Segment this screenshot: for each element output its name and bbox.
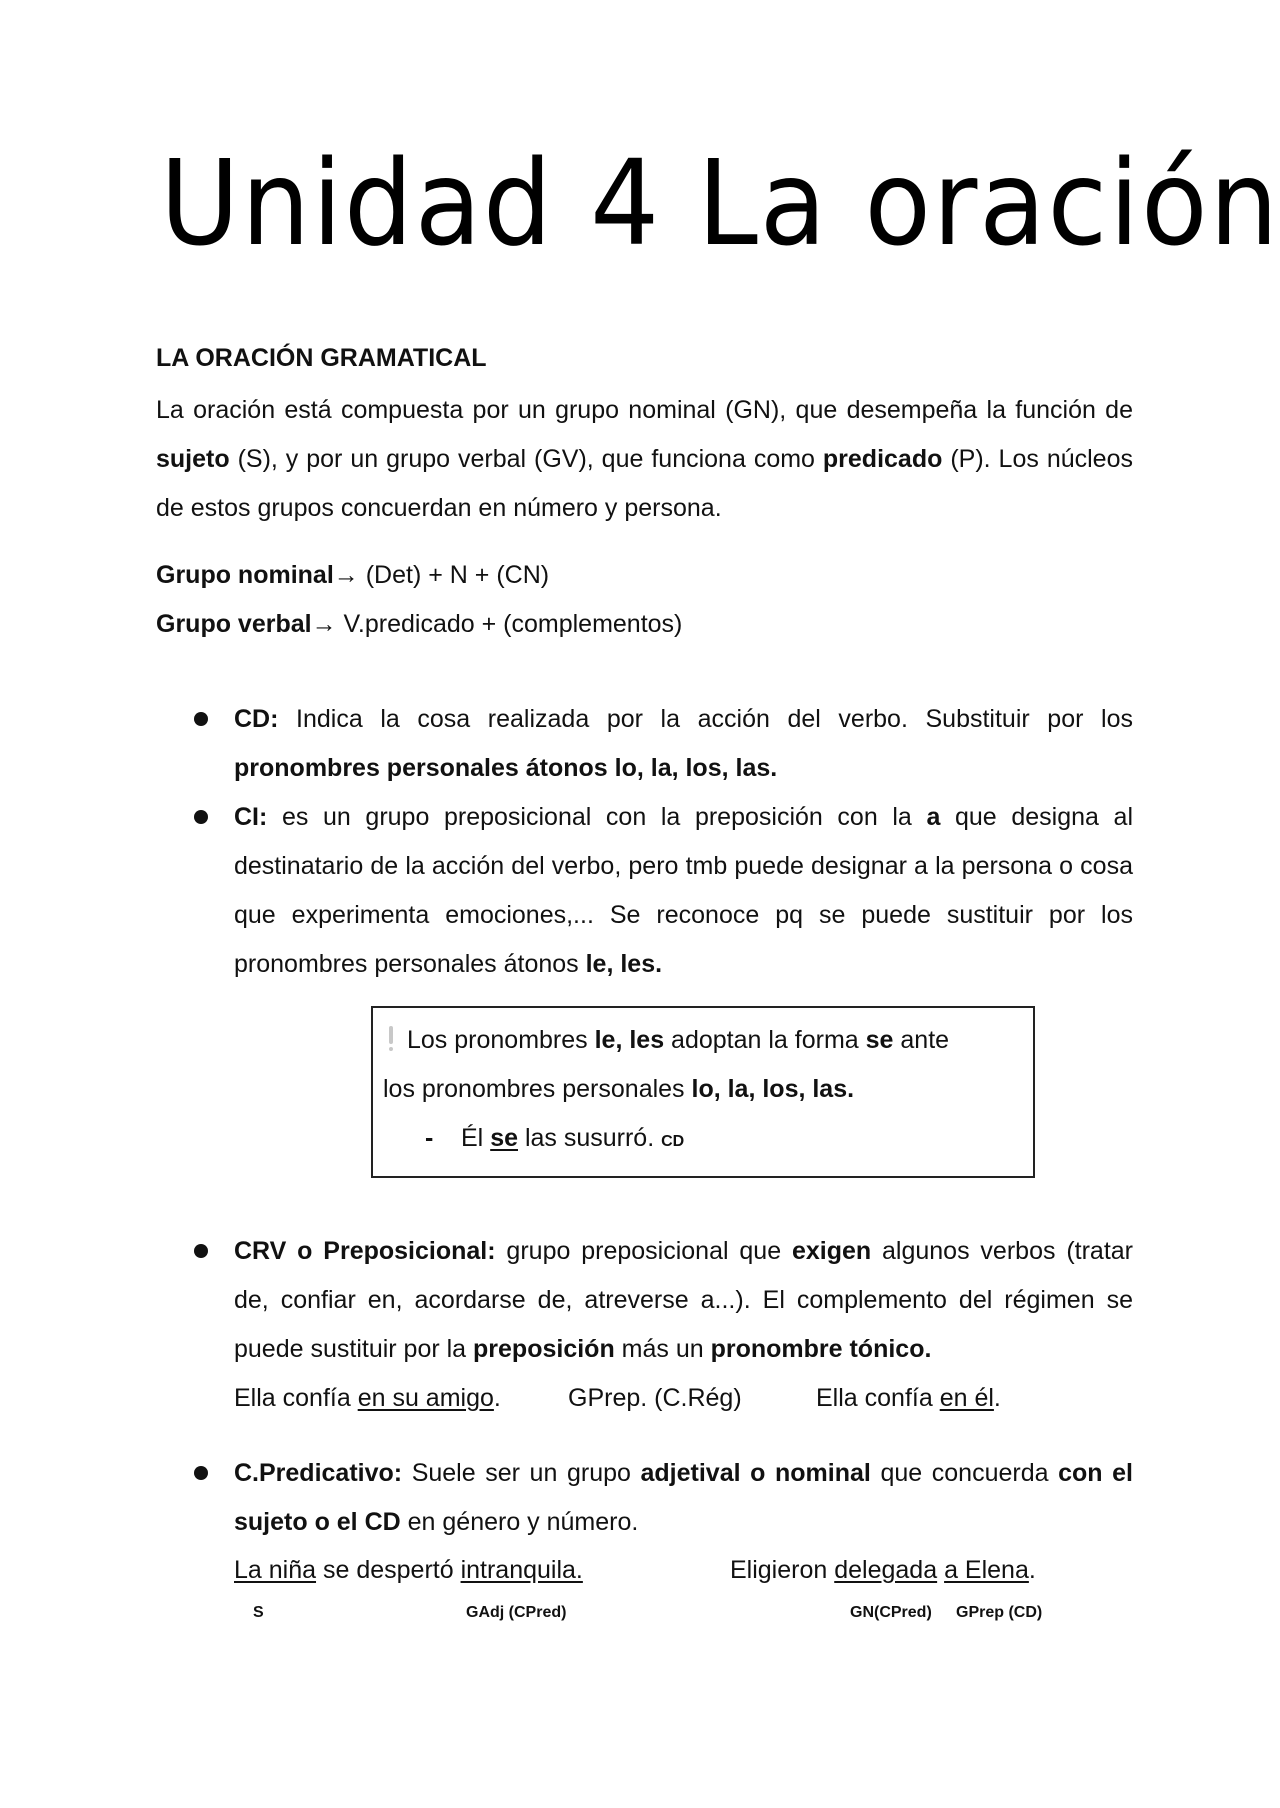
list-item-cd: CD: Indica la cosa realizada por la acción del verbo. Substituir por los pronombres personales átonos lo, la, los, las. bbox=[234, 705, 1133, 782]
formula-grupo-verbal: Grupo verbal→ V.predicado + (complementos) bbox=[156, 610, 683, 638]
formula-grupo-nominal: Grupo nominal→ (Det) + N + (CN) bbox=[156, 561, 550, 589]
section-heading: LA ORACIÓN GRAMATICAL bbox=[156, 344, 487, 372]
bullet-icon bbox=[194, 810, 208, 824]
crv-example-1: Ella confía en su amigo. bbox=[234, 1384, 501, 1412]
cpred-example-1: La niña se despertó intranquila. bbox=[234, 1556, 583, 1584]
cpred-example-2: Eligieron delegada a Elena. bbox=[730, 1556, 1036, 1584]
note-example: - Él se las susurró. CD bbox=[425, 1124, 685, 1152]
bullet-icon bbox=[194, 712, 208, 726]
annotation-gprep: GPrep (CD) bbox=[956, 1604, 1043, 1621]
annotation-s: S bbox=[253, 1604, 264, 1621]
note-line: Los pronombres le, les adoptan la forma se ante bbox=[383, 1016, 1023, 1065]
bullet-icon bbox=[194, 1244, 208, 1258]
annotation-gadj: GAdj (CPred) bbox=[466, 1604, 567, 1621]
list-item-crv: CRV o Preposicional: grupo preposicional que exigen algunos verbos (tratar de, confiar en, acordarse de, atreverse a...). El complemento del régimen se puede sustituir por la preposición más un pronombre tónico. bbox=[234, 1237, 1133, 1363]
note-box bbox=[371, 1006, 1035, 1178]
list-item-cpred: C.Predicativo: Suele ser un grupo adjetival o nominal que concuerda con el sujeto o el CD en género y número. bbox=[234, 1459, 1133, 1536]
bullet-icon bbox=[194, 1466, 208, 1480]
list-item-ci: CI: es un grupo preposicional con la preposición con la a que designa al destinatario de la acción del verbo, pero tmb puede designar a la persona o cosa que experimenta emociones,... Se reconoce pq se puede sustituir por los pronombres personales átonos le, les. bbox=[234, 803, 1133, 978]
annotation-gn: GN(CPred) bbox=[850, 1604, 932, 1621]
page-title: Unidad 4 La oración bbox=[160, 134, 1280, 272]
crv-example-label: GPrep. (C.Rég) bbox=[568, 1384, 742, 1412]
note-line: los pronombres personales lo, la, los, las. bbox=[383, 1075, 855, 1103]
exclamation-icon bbox=[387, 1026, 395, 1052]
crv-example-2: Ella confía en él. bbox=[816, 1384, 1001, 1412]
intro-paragraph: La oración está compuesta por un grupo nominal (GN), que desempeña la función de sujeto (S), y por un grupo verbal (GV), que funciona como predicado (P). Los núcleos de estos grupos concuerdan en número y persona. bbox=[156, 396, 1133, 522]
